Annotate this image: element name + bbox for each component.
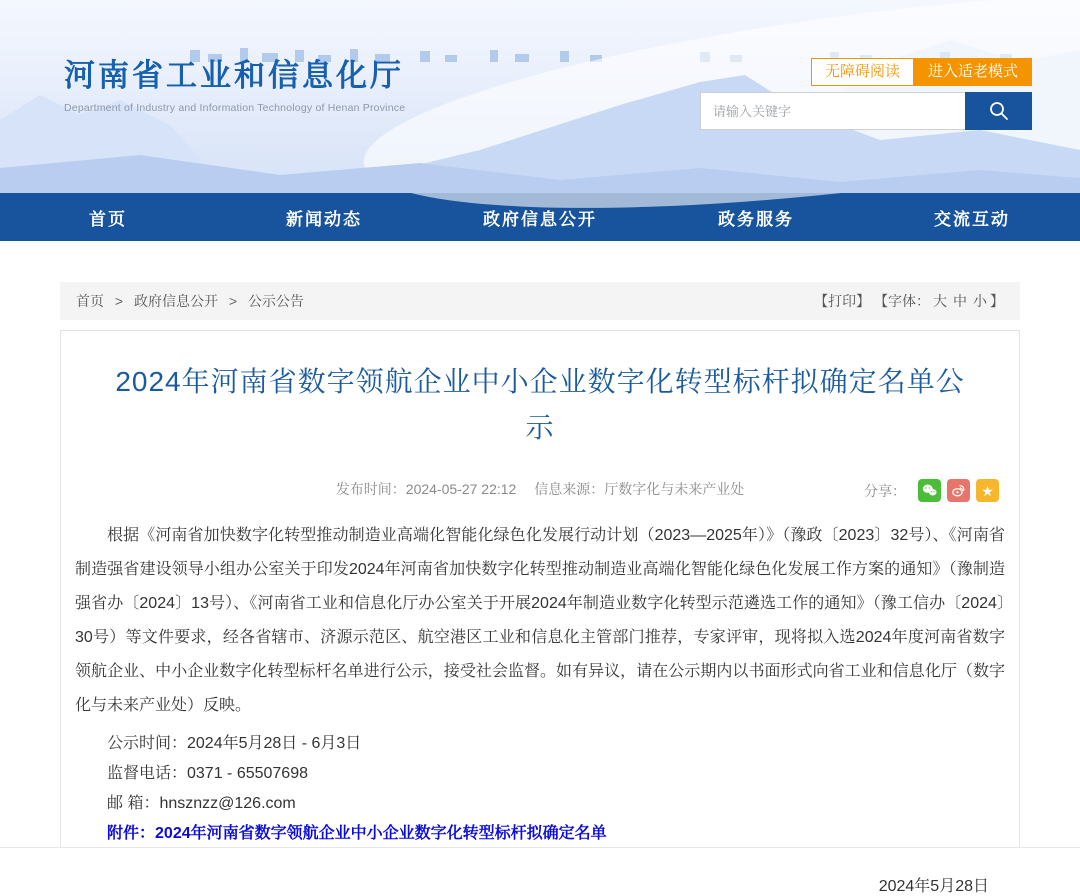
header-action-buttons xyxy=(811,58,1032,86)
contact-email: 邮 箱：hnsznzz@126.com xyxy=(107,795,296,812)
nav-item-interaction[interactable]: 交流互动 xyxy=(934,209,1010,229)
article-body: 根据《河南省加快数字化转型推动制造业高端化智能化绿色化发展行动计划（2023—2025年）》（豫政〔2023〕32号）、《河南省制造强省建设领导小组办公室关于印发2024年河南省加快数字化转型推动制造业高端化智能化绿色化发展工作方案的通知》（豫制造强省办〔2024〕13号）、《河南省工业和信息化厅办公室关于开展2024年制造业数字化转型示范遴选工作的通知》（豫工信办〔2024〕30号）等文件要求，经各省辖市、济源示范区、航空港区工业和信息化主管部门推荐，专家评审，现将拟入选2024年度河南省数字领航企业、中小企业数字化转型标杆名单进行公示，接受社会监督。如有异议，请在公示期内以书面形式向省工业和信息化厅（数字化与未来产业处）反映。 xyxy=(75,527,1005,714)
breadcrumb-home[interactable]: 首页 xyxy=(76,293,104,309)
font-size-medium[interactable]: 中 xyxy=(953,293,967,309)
breadcrumb-announcements[interactable]: 公示公告 xyxy=(247,293,304,309)
breadcrumb-separator: > xyxy=(114,293,124,309)
nav-item-news[interactable]: 新闻动态 xyxy=(286,209,362,229)
attachment-link[interactable]: 2024年河南省数字领航企业中小企业数字化转型标杆拟确定名单 xyxy=(155,825,607,842)
breadcrumb-bar xyxy=(60,282,1020,320)
share-bar xyxy=(864,479,999,502)
publicity-period: 公示时间：2024年5月28日 - 6月3日 xyxy=(107,735,362,752)
main-column xyxy=(60,282,1020,895)
weibo-share-icon[interactable] xyxy=(947,479,970,502)
font-size-suffix: 】 xyxy=(990,293,1004,309)
nav-item-services[interactable]: 政务服务 xyxy=(718,209,794,229)
page-tools xyxy=(814,291,1004,311)
print-button[interactable]: 【打印】 xyxy=(814,293,871,309)
site-title: 河南省工业和信息化厅 xyxy=(64,58,404,93)
article-meta xyxy=(61,479,1019,501)
site-subtitle: Department of Industry and Information Technology of Henan Province xyxy=(64,102,406,114)
wechat-share-icon[interactable] xyxy=(918,479,941,502)
attachment-prefix: 附件： xyxy=(107,825,156,842)
font-size-small[interactable]: 小 xyxy=(973,293,987,309)
article-details xyxy=(61,729,1019,849)
publish-time: 发布时间：2024-05-27 22:12 xyxy=(335,481,517,497)
search-input[interactable] xyxy=(700,92,965,130)
share-label: 分享： xyxy=(864,482,906,499)
site-search xyxy=(700,92,1032,130)
breadcrumb-separator: > xyxy=(228,293,238,309)
breadcrumb xyxy=(76,291,304,311)
search-icon xyxy=(988,100,1010,122)
font-size-large[interactable]: 大 xyxy=(933,293,947,309)
supervision-phone: 监督电话：0371 - 65507698 xyxy=(107,765,309,782)
font-size-control xyxy=(874,293,1004,309)
article-title: 2024年河南省数字领航企业中小企业数字化转型标杆拟确定名单公示 xyxy=(115,366,965,443)
font-size-prefix: 【字体： xyxy=(874,293,930,309)
site-logo[interactable] xyxy=(64,50,405,114)
footer-divider xyxy=(0,847,1080,869)
article-panel xyxy=(60,330,1020,895)
elder-mode-button[interactable]: 进入适老模式 xyxy=(914,58,1032,86)
search-button[interactable] xyxy=(965,92,1032,130)
article-date: 2024年5月28日 xyxy=(878,878,989,895)
site-banner xyxy=(0,0,1080,193)
nav-item-home[interactable]: 首页 xyxy=(89,209,127,229)
info-source: 信息来源：厅数字化与未来产业处 xyxy=(534,481,745,497)
accessibility-reading-button[interactable]: 无障碍阅读 xyxy=(811,58,914,86)
nav-item-gov-info[interactable]: 政府信息公开 xyxy=(483,209,597,229)
attachment-row xyxy=(75,819,1005,849)
favorite-star-icon[interactable]: ★ xyxy=(976,479,999,502)
breadcrumb-gov-info[interactable]: 政府信息公开 xyxy=(133,293,218,309)
